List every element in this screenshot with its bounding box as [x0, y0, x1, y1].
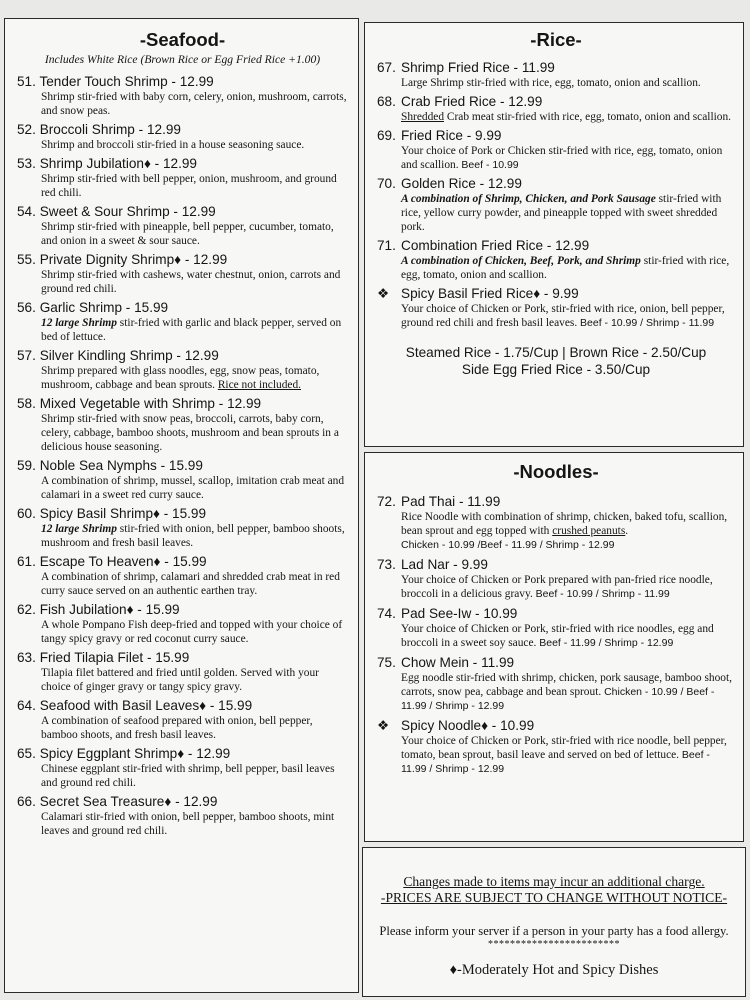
- menu-item-description: [17, 618, 348, 646]
- menu-item: [17, 203, 348, 248]
- side-egg-fried-rice-line: Side Egg Fried Rice - 3.50/Cup: [461, 362, 651, 377]
- menu-item-name: Sweet & Sour Shrimp - 12.99: [39, 204, 216, 219]
- menu-item-description: [17, 90, 348, 118]
- menu-item: [377, 493, 735, 552]
- menu-item: [17, 121, 348, 152]
- menu-item-number: 62.: [17, 602, 36, 617]
- menu-item-title: [377, 237, 735, 254]
- menu-item-description: [377, 254, 735, 282]
- description-text: Shrimp prepared with glass noodles, egg, snow peas, tomato, mushroom, cabbage and bean sprouts.: [41, 365, 320, 391]
- menu-item: [17, 457, 348, 502]
- menu-item-title: [17, 649, 348, 666]
- menu-item-number: 59.: [17, 458, 36, 473]
- menu-item-title: [17, 299, 348, 316]
- menu-item: [17, 251, 348, 296]
- menu-item-description: [17, 138, 348, 152]
- menu-item: [17, 601, 348, 646]
- menu-item-number: ❖: [377, 718, 390, 733]
- menu-item-title: [377, 717, 735, 734]
- description-underline: Rice not included.: [217, 379, 302, 391]
- menu-item-name: Silver Kindling Shrimp - 12.99: [39, 348, 219, 363]
- menu-item-name: Garlic Shrimp - 15.99: [39, 300, 169, 315]
- menu-item-number: 69.: [377, 128, 396, 143]
- menu-item-name: Golden Rice - 12.99: [401, 176, 522, 191]
- menu-item-description: [377, 192, 735, 234]
- menu-item-number: 52.: [17, 122, 36, 137]
- menu-item-name: Shrimp Jubilation♦ - 12.99: [39, 156, 197, 171]
- menu-item-title: [377, 59, 735, 76]
- menu-item-description: [377, 302, 735, 330]
- menu-item-title: [377, 93, 735, 110]
- menu-item-number: 70.: [377, 176, 396, 191]
- menu-item-title: [17, 745, 348, 762]
- rice-section: [364, 22, 744, 447]
- stars-divider: ************************: [488, 939, 620, 950]
- description-text: Shrimp and broccoli stir-fried in a house seasoning sauce.: [41, 139, 305, 151]
- description-highlight: A combination of Chicken, Beef, Pork, and Shrimp: [401, 255, 641, 267]
- menu-item-name: Fried Tilapia Filet - 15.99: [39, 650, 190, 665]
- description-underline: Shredded: [401, 111, 445, 123]
- menu-item-name: Mixed Vegetable with Shrimp - 12.99: [39, 396, 262, 411]
- description-text: Shrimp stir-fried with snow peas, broccoli, carrots, baby corn, celery, cabbage, bamboo shoots, mushroom and bean sprouts in a delicious house seasoning.: [41, 413, 339, 453]
- steamed-rice-info: [377, 344, 735, 378]
- menu-item-title: [17, 697, 348, 714]
- menu-item: [377, 127, 735, 172]
- menu-item: [17, 505, 348, 550]
- menu-item-name: Pad Thai - 11.99: [401, 494, 501, 509]
- description-text: Shrimp stir-fried with cashews, water chestnut, onion, carrots and ground red chili.: [41, 269, 341, 295]
- menu-item-name: Secret Sea Treasure♦ - 12.99: [39, 794, 218, 809]
- description-highlight: A combination of Shrimp, Chicken, and Pork Sausage: [401, 193, 656, 205]
- menu-item-description: [17, 268, 348, 296]
- menu-item-name: Spicy Basil Shrimp♦ - 15.99: [39, 506, 207, 521]
- menu-item: [17, 155, 348, 200]
- menu-item-name: Lad Nar - 9.99: [401, 557, 488, 572]
- description-price-options: Chicken - 10.99 /Beef - 11.99 / Shrimp - 12.99: [401, 539, 615, 551]
- description-text: stir-fried with rice, egg, tomato, onion and scallion.: [401, 255, 730, 281]
- steamed-rice-line: Steamed Rice - 1.75/Cup | Brown Rice - 2.50/Cup: [405, 345, 707, 360]
- menu-item-title: [17, 251, 348, 268]
- menu-item-name: Private Dignity Shrimp♦ - 12.99: [39, 252, 228, 267]
- menu-item-description: [17, 220, 348, 248]
- description-price-options: Beef - 10.99: [461, 159, 519, 171]
- description-underline: crushed peanuts: [552, 525, 626, 537]
- menu-item: [17, 745, 348, 790]
- menu-item-name: Spicy Basil Fried Rice♦ - 9.99: [401, 286, 579, 301]
- description-price-options: Beef - 10.99 / Shrimp - 11.99: [535, 588, 670, 600]
- menu-item-description: [377, 510, 735, 552]
- description-price-options: Beef - 11.99 / Shrimp - 12.99: [539, 637, 674, 649]
- menu-item-description: [377, 144, 735, 172]
- allergy-notice: Please inform your server if a person in your party has a food allergy.: [379, 924, 729, 938]
- menu-item-title: [377, 605, 735, 622]
- menu-item-name: Spicy Noodle♦ - 10.99: [401, 718, 535, 733]
- menu-item-description: [17, 522, 348, 550]
- menu-item-title: [17, 553, 348, 570]
- menu-item-title: [377, 285, 735, 302]
- menu-item: [377, 175, 735, 234]
- description-price-options: Beef - 11.99 / Shrimp - 12.99: [401, 749, 710, 775]
- spicy-legend: ♦-Moderately Hot and Spicy Dishes: [449, 962, 659, 978]
- menu-item-description: [377, 110, 735, 124]
- changes-notice: Changes made to items may incur an additional charge.: [403, 874, 705, 889]
- notice-section: [362, 847, 746, 997]
- description-price-options: Beef - 10.99 / Shrimp - 11.99: [580, 317, 715, 329]
- menu-item-number: 61.: [17, 554, 36, 569]
- menu-item-name: Noble Sea Nymphs - 15.99: [39, 458, 203, 473]
- description-text: stir-fried with garlic and black pepper, served on bed of lettuce.: [41, 317, 342, 343]
- description-text: Shrimp stir-fried with pineapple, bell pepper, cucumber, tomato, and onion in a sweet & sour sauce.: [41, 221, 334, 247]
- menu-item-number: 71.: [377, 238, 396, 253]
- prices-notice: -PRICES ARE SUBJECT TO CHANGE WITHOUT NOTICE-: [380, 890, 728, 905]
- menu-item-number: 54.: [17, 204, 36, 219]
- menu-item-number: 73.: [377, 557, 396, 572]
- menu-item-description: [377, 734, 735, 776]
- menu-item-title: [17, 793, 348, 810]
- description-text: Egg noodle stir-fried with shrimp, chicken, pork sausage, bamboo shoot, carrots, snow pea, cabbage and bean sprout.: [401, 672, 732, 698]
- menu-item: [377, 93, 735, 124]
- menu-item-number: 67.: [377, 60, 396, 75]
- menu-item-title: [17, 203, 348, 220]
- menu-item-title: [17, 347, 348, 364]
- menu-item-title: [17, 155, 348, 172]
- menu-item-title: [377, 493, 735, 510]
- menu-item-name: Tender Touch Shrimp - 12.99: [39, 74, 214, 89]
- menu-item-number: 56.: [17, 300, 36, 315]
- noodles-title: -Noodles-: [513, 461, 599, 482]
- menu-item: [17, 649, 348, 694]
- menu-item-title: [17, 601, 348, 618]
- menu-item-number: 60.: [17, 506, 36, 521]
- menu-item-number: 51.: [17, 74, 36, 89]
- seafood-subtitle: Includes White Rice (Brown Rice or Egg Fried Rice +1.00): [44, 53, 321, 66]
- description-text: stir-fried with onion, bell pepper, bamboo shoots, mushroom and fresh basil leaves.: [41, 523, 345, 549]
- description-text: Large Shrimp stir-fried with rice, egg, tomato, onion and scallion.: [401, 77, 701, 89]
- menu-item-name: Fish Jubilation♦ - 15.99: [39, 602, 180, 617]
- description-text: Your choice of Chicken or Pork, stir-fried with rice noodle, bell pepper, tomato, bean sprout, basil leave and served on bed of lettuce.: [401, 735, 727, 761]
- description-price-options: Chicken - 10.99 / Beef - 11.99 / Shrimp - 12.99: [401, 686, 715, 712]
- menu-item-title: [377, 127, 735, 144]
- menu-item: [377, 237, 735, 282]
- description-text: Crab meat stir-fried with rice, egg, tomato, onion and scallion.: [444, 111, 732, 123]
- menu-item-description: [17, 412, 348, 454]
- menu-item-title: [17, 457, 348, 474]
- menu-item-name: Pad See-Iw - 10.99: [401, 606, 518, 621]
- menu-item-description: [17, 570, 348, 598]
- description-text-end: .: [625, 525, 629, 537]
- menu-item-title: [17, 73, 348, 90]
- description-text: Calamari stir-fried with onion, bell pepper, bamboo shoots, mint leaves and ground red chili.: [41, 811, 335, 837]
- menu-item: [17, 395, 348, 454]
- menu-item-description: [377, 622, 735, 650]
- seafood-title: -Seafood-: [139, 29, 226, 50]
- menu-item-description: [377, 76, 735, 90]
- menu-item-title: [17, 121, 348, 138]
- seafood-list: [17, 73, 348, 838]
- description-text: Tilapia filet battered and fried until golden. Served with your choice of ginger gravy or tangy spicy gravy.: [41, 667, 319, 693]
- menu-item-name: Seafood with Basil Leaves♦ - 15.99: [39, 698, 253, 713]
- menu-item-name: Combination Fried Rice - 12.99: [401, 238, 590, 253]
- description-text: Your choice of Chicken or Pork, stir-fried with rice, onion, bell pepper, ground red chili and fresh basil leaves.: [401, 303, 725, 329]
- description-text: A combination of seafood prepared with onion, bell pepper, bamboo shoots, and fresh basil leaves.: [41, 715, 313, 741]
- noodles-section: [364, 452, 744, 842]
- menu-item: [17, 793, 348, 838]
- menu-item-description: [17, 364, 348, 392]
- description-text: stir-fried with rice, yellow curry powder, and pineapple topped with sweet shredded pork.: [401, 193, 722, 233]
- menu-item-description: [17, 666, 348, 694]
- menu-item-number: 63.: [17, 650, 36, 665]
- menu-item-name: Crab Fried Rice - 12.99: [401, 94, 543, 109]
- description-highlight: 12 large Shrimp: [41, 317, 117, 329]
- menu-item: [377, 717, 735, 776]
- menu-item: [17, 73, 348, 118]
- description-text: A combination of shrimp, calamari and shredded crab meat in red curry sauce served on an authentic earthen tray.: [41, 571, 340, 597]
- menu-item-number: 57.: [17, 348, 36, 363]
- menu-item-number: 74.: [377, 606, 396, 621]
- menu-item-description: [17, 316, 348, 344]
- description-text: Your choice of Chicken or Pork prepared with pan-fried rice noodle, broccoli in a delicious gravy.: [401, 574, 713, 600]
- seafood-section: [4, 18, 359, 993]
- menu-item: [17, 347, 348, 392]
- menu-item-number: 66.: [17, 794, 36, 809]
- menu-item-title: [377, 654, 735, 671]
- menu-item: [377, 556, 735, 601]
- noodles-list: [377, 493, 735, 776]
- description-text: Your choice of Pork or Chicken stir-fried with rice, egg, tomato, onion and scallion.: [401, 145, 723, 171]
- menu-item-name: Shrimp Fried Rice - 11.99: [401, 60, 555, 75]
- description-text: A whole Pompano Fish deep-fried and topped with your choice of tangy spicy gravy or red coconut curry sauce.: [41, 619, 343, 645]
- menu-item-description: [377, 671, 735, 713]
- menu-item-number: ❖: [377, 286, 390, 301]
- menu-item-number: 58.: [17, 396, 36, 411]
- description-text: Shrimp stir-fried with bell pepper, onion, mushroom, and ground red chili.: [41, 173, 337, 199]
- menu-item: [377, 605, 735, 650]
- menu-item: [17, 553, 348, 598]
- menu-item: [17, 697, 348, 742]
- menu-item-name: Chow Mein - 11.99: [401, 655, 515, 670]
- menu-item-description: [17, 810, 348, 838]
- menu-item-description: [17, 474, 348, 502]
- menu-item-title: [17, 395, 348, 412]
- description-highlight: 12 large Shrimp: [41, 523, 117, 535]
- description-text: A combination of shrimp, mussel, scallop, imitation crab meat and calamari in a sweet red curry sauce.: [41, 475, 345, 501]
- menu-item-title: [17, 505, 348, 522]
- menu-item-title: [377, 175, 735, 192]
- menu-item-name: Broccoli Shrimp - 12.99: [39, 122, 181, 137]
- menu-item-number: 75.: [377, 655, 396, 670]
- menu-item-number: 64.: [17, 698, 36, 713]
- menu-item: [377, 59, 735, 90]
- menu-item: [377, 654, 735, 713]
- menu-item-name: Escape To Heaven♦ - 15.99: [39, 554, 207, 569]
- menu-item-description: [17, 714, 348, 742]
- menu-item-number: 55.: [17, 252, 36, 267]
- menu-item-number: 53.: [17, 156, 36, 171]
- menu-item: [17, 299, 348, 344]
- rice-list: [377, 59, 735, 330]
- menu-item: [377, 285, 735, 330]
- menu-item-title: [377, 556, 735, 573]
- menu-item-description: [17, 762, 348, 790]
- menu-item-name: Fried Rice - 9.99: [401, 128, 502, 143]
- rice-title: -Rice-: [530, 29, 582, 50]
- menu-item-name: Spicy Eggplant Shrimp♦ - 12.99: [39, 746, 231, 761]
- description-text: Shrimp stir-fried with baby corn, celery, onion, mushroom, carrots, and snow peas.: [41, 91, 347, 117]
- description-text: Rice Noodle with combination of shrimp, chicken, baked tofu, scallion, bean sprout and egg topped with: [401, 511, 728, 537]
- menu-item-description: [377, 573, 735, 601]
- menu-item-number: 72.: [377, 494, 396, 509]
- description-text: Chinese eggplant stir-fried with shrimp, bell pepper, basil leaves and ground red chili.: [41, 763, 335, 789]
- menu-item-number: 65.: [17, 746, 36, 761]
- description-text: Your choice of Chicken or Pork, stir-fried with rice noodles, egg and broccoli in a sweet soy sauce.: [401, 623, 714, 649]
- menu-item-number: 68.: [377, 94, 396, 109]
- menu-item-description: [17, 172, 348, 200]
